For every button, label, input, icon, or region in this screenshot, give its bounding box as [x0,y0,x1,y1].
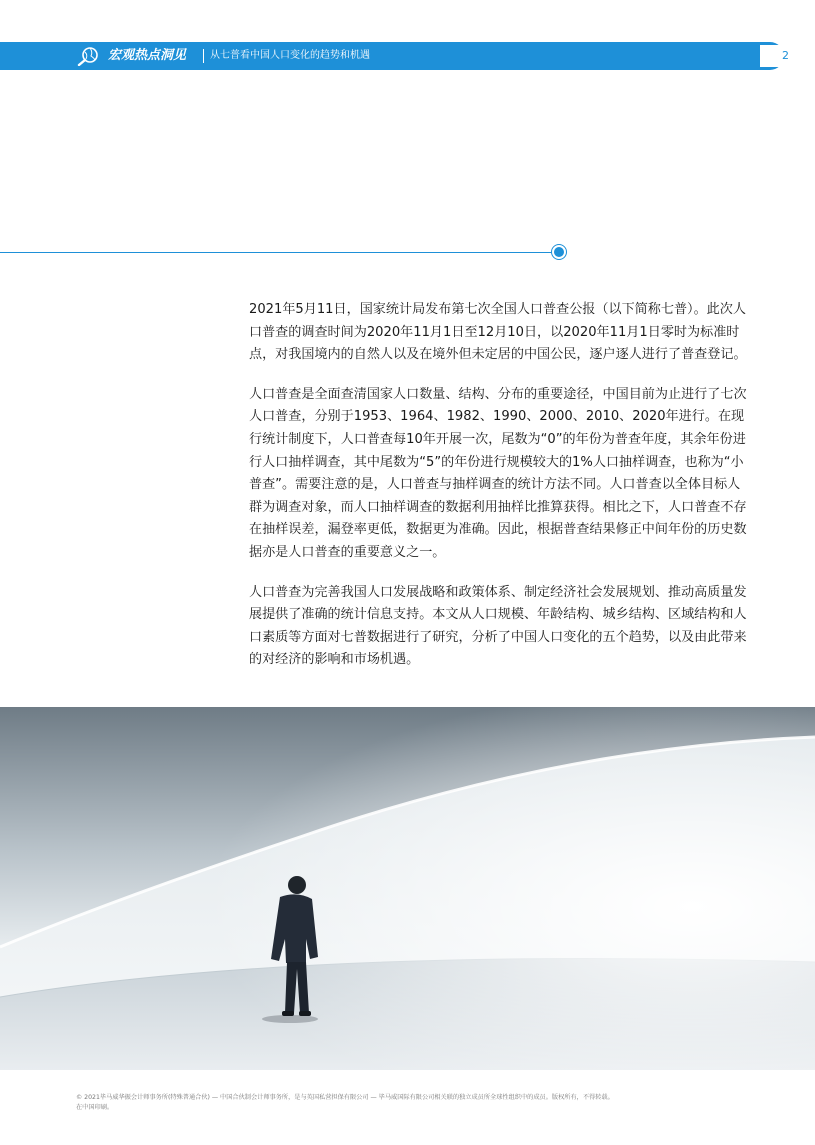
footer-copyright: © 2021毕马威华振会计师事务所(特殊普通合伙) — 中国合伙制会计师事务所，是与英国私营担保有限公司 — 毕马威国际有限公司相关联的独立成员所全球性组织中的成员。版权所有，不得转载。 [76,1094,614,1101]
hall-illustration [0,707,815,1070]
footer [76,1093,776,1113]
page-number: 2 [782,49,789,62]
hero-image [0,707,815,1070]
header-subtitle: 从七普看中国人口变化的趋势和机遇 [210,50,370,61]
paragraph-1: 2021年5月11日，国家统计局发布第七次全国人口普查公报（以下简称七普）。此次人口普查的调查时间为2020年11月1日至12月10日，以2020年11月1日零时为标准时点，对我国境内的自然人以及在境外但未定居的中国公民，逐户逐人进行了普查登记。 [249,302,747,363]
section-divider [0,252,552,253]
body-text [249,299,749,689]
divider-dot [552,245,566,259]
header-title: 宏观热点洞见 [108,48,187,63]
header-separator [203,49,204,63]
paragraph-3: 人口普查为完善我国人口发展战略和政策体系、制定经济社会发展规划、推动高质量发展提供了准确的统计信息支持。本文从人口规模、年龄结构、城乡结构、区域结构和人口素质等方面对七普数据进行了研究，分析了中国人口变化的五个趋势，以及由此带来的对经济的影响和市场机遇。 [249,584,747,668]
footer-printed: 在中国印刷。 [76,1104,114,1111]
magnifier-globe-icon [76,46,102,66]
paragraph-2: 人口普查是全面查清国家人口数量、结构、分布的重要途径，中国目前为止进行了七次人口普查，分别于1953、1964、1982、1990、2000、2010、2020年进行。在现行统计制度下，人口普查每10年开展一次，尾数为“0”的年份为普查年度，其余年份进行人口抽样调查，其中尾数为“5”的年份进行规模较大的1%人口抽样调查，也称为“小普查”。需要注意的是，人口普查与抽样调查的统计方法不同。人口普查以全体目标人群为调查对象，而人口抽样调查的数据利用抽样比推算获得。相比之下，人口普查不存在抽样误差，漏登率更低，数据更为准确。因此，根据普查结果修正中间年份的历史数据亦是人口普查的重要意义之一。 [249,386,747,560]
